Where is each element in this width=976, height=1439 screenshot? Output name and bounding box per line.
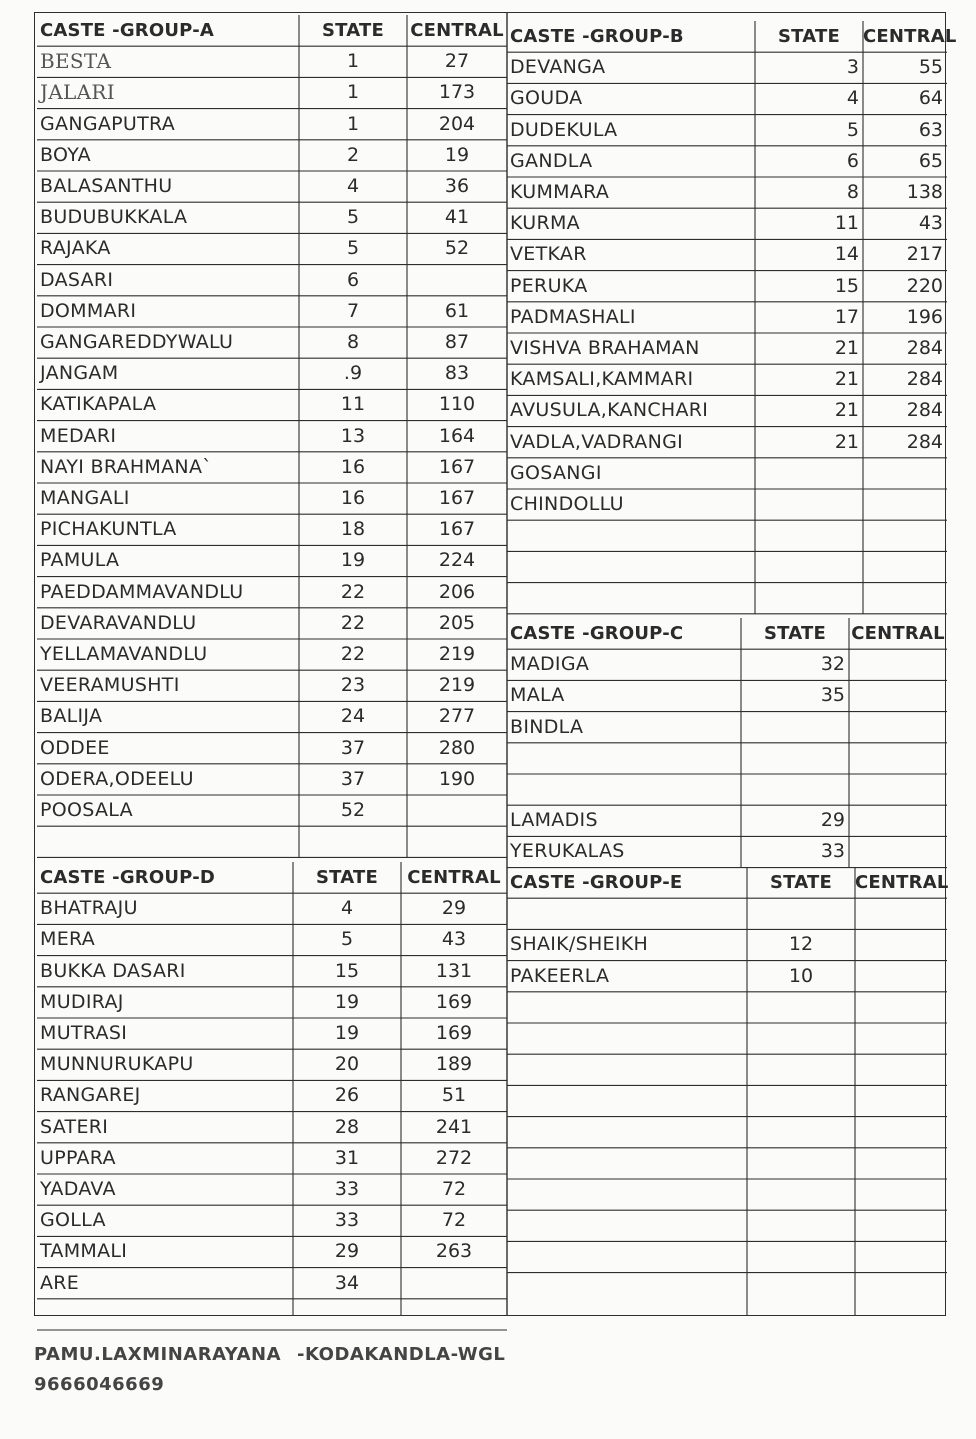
group-b-row-central — [863, 458, 947, 489]
group-d-row-name: RANGAREJ — [40, 1084, 141, 1107]
group-b-row-central: 64 — [918, 87, 943, 110]
group-a-row-central: 167 — [438, 455, 476, 478]
group-a-row-name: PAMULA — [40, 549, 120, 572]
group-b-row-central: 284 — [906, 430, 943, 453]
footer — [34, 1340, 505, 1400]
group-a-row-name: DASARI — [40, 268, 114, 291]
group-d-row-state: 29 — [334, 1240, 360, 1263]
group-a-row-name: ODDEE — [40, 736, 110, 759]
group-d-row-name: MUNNURUKAPU — [40, 1053, 194, 1076]
group-a-title: CASTE -GROUP-A — [40, 20, 215, 41]
group-d-row-central: 72 — [441, 1178, 467, 1200]
group-a-row-central: 164 — [438, 424, 476, 447]
group-d-state-header: STATE — [316, 867, 378, 888]
group-b-row-central: 138 — [906, 181, 943, 203]
group-a-row-state: 11 — [340, 393, 366, 416]
group-b-row-state: 17 — [834, 305, 859, 328]
group-a-row-central: 167 — [438, 487, 476, 509]
group-b-row-state — [755, 489, 863, 520]
group-c-row-state — [741, 743, 849, 774]
group-c-central-header: CENTRAL — [851, 623, 945, 644]
group-a-row-name: BUDUBUKKALA — [40, 206, 188, 229]
group-b-row-central: 196 — [906, 305, 943, 328]
group-c-row-central — [849, 649, 947, 680]
group-b-row-state: 5 — [846, 118, 859, 141]
group-b-row-state: 6 — [846, 149, 859, 172]
group-a-row-name: YELLAMAVANDLU — [40, 643, 208, 665]
group-c-row-name — [507, 743, 741, 774]
group-a-row-name: GANGAPUTRA — [40, 112, 176, 135]
group-a-row-state: 23 — [340, 674, 366, 697]
group-b-row-name: GOUDA — [510, 87, 583, 110]
group-a-row-central — [407, 795, 507, 826]
group-a-row-central: 224 — [438, 549, 476, 572]
group-a-row-state: 52 — [340, 799, 366, 821]
group-b-row-name: GANDLA — [510, 149, 593, 172]
group-c-row-state: 32 — [820, 653, 845, 676]
group-a-row-central: 83 — [444, 362, 470, 385]
group-e-row-central — [855, 929, 947, 960]
group-d-row-state: 15 — [334, 959, 360, 982]
group-a-row-name: BOYA — [40, 143, 91, 166]
group-a-row-name: KATIKAPALA — [40, 393, 157, 416]
group-d-row-central: 43 — [441, 928, 467, 951]
group-d-row-state: 5 — [340, 928, 354, 951]
group-c-row-name — [507, 774, 741, 805]
group-c-row-central — [849, 743, 947, 774]
group-a-row-central: 173 — [438, 81, 476, 104]
group-b-row-central: 284 — [906, 399, 943, 422]
group-a-row-name: RAJAKA — [40, 237, 111, 260]
group-a-row-state: 18 — [340, 518, 366, 541]
group-b-row-name: GOSANGI — [510, 461, 602, 484]
group-a-row-name: BALIJA — [40, 705, 103, 728]
group-d-row-state: 4 — [340, 897, 354, 920]
group-e-row-central — [855, 898, 947, 929]
group-a-row-central: 167 — [438, 518, 476, 541]
group-c-row-central — [849, 774, 947, 805]
group-e-row-name: PAKEERLA — [510, 964, 610, 987]
group-b-row-central: 65 — [918, 149, 943, 172]
group-d-row-central: 72 — [441, 1209, 467, 1232]
group-b-row-central: 217 — [906, 243, 943, 266]
group-c-title: CASTE -GROUP-C — [510, 623, 684, 644]
group-c-row-state — [741, 774, 849, 805]
group-d-row-name: MUDIRAJ — [40, 990, 124, 1013]
group-a-row-state: 13 — [340, 424, 366, 447]
group-c-state-header: STATE — [764, 623, 826, 644]
group-a-row-name: MANGALI — [40, 487, 130, 509]
group-d-row-central: 169 — [435, 990, 473, 1013]
group-c-row-central — [849, 805, 947, 836]
group-b-row-name: KAMSALI,KAMMARI — [510, 368, 694, 391]
group-b-row-name: AVUSULA,KANCHARI — [510, 399, 709, 422]
group-a-row-central: 52 — [444, 237, 470, 260]
group-a-row-central: 36 — [444, 175, 470, 197]
group-a-row-central: 27 — [444, 50, 470, 73]
group-b-row-central: 63 — [918, 118, 943, 141]
group-a-row-name: VEERAMUSHTI — [40, 674, 180, 697]
footer-author: PAMU.LAXMINARAYANA — [34, 1344, 282, 1365]
group-a-row-central: 219 — [438, 643, 476, 665]
group-a-row-state: 6 — [346, 268, 360, 291]
group-d-row-name: SATERI — [40, 1115, 109, 1138]
group-a-row-state: 16 — [340, 487, 366, 509]
group-b-row-state: 21 — [834, 399, 859, 422]
group-a-row-state: 37 — [340, 736, 366, 759]
group-a-row-state: 4 — [346, 175, 360, 197]
group-a-row-central: 219 — [438, 674, 476, 697]
group-b-row-state: 21 — [834, 430, 859, 453]
group-c-row-name: YERUKALAS — [510, 840, 625, 863]
group-c-row-name: MADIGA — [510, 653, 590, 676]
group-d-row-state: 33 — [334, 1178, 360, 1200]
group-b-row-name: VADLA,VADRANGI — [510, 430, 684, 453]
group-d-row-state: 19 — [334, 1022, 360, 1044]
group-a-row-name: POOSALA — [40, 799, 133, 821]
group-c-row-state: 33 — [820, 840, 845, 863]
group-d-row-central: 131 — [435, 959, 473, 982]
group-d-row-central: 272 — [435, 1146, 473, 1169]
group-d-row-central: 241 — [435, 1115, 473, 1138]
group-d-row-central: 29 — [441, 897, 467, 920]
group-a-row-name: PAEDDAMMAVANDLU — [40, 580, 244, 603]
group-d-row-name: UPPARA — [40, 1146, 116, 1169]
group-e-title: CASTE -GROUP-E — [510, 872, 683, 893]
group-b-row-state: 3 — [846, 56, 859, 79]
group-a-row-state: 22 — [340, 643, 366, 665]
group-d-row-name: GOLLA — [40, 1209, 106, 1232]
group-a-row-name: MEDARI — [40, 424, 117, 447]
group-b-row-name: DUDEKULA — [510, 118, 618, 141]
group-d-row-central: 169 — [435, 1022, 473, 1044]
group-e-row-name: SHAIK/SHEIKH — [510, 933, 649, 956]
group-a-row-central: 206 — [438, 580, 476, 603]
group-e-row-state: 12 — [788, 933, 814, 956]
group-a-row-state: 1 — [346, 81, 360, 104]
group-d-row-state: 20 — [334, 1053, 360, 1076]
group-e-row-name — [507, 898, 747, 929]
group-d-row-state: 34 — [334, 1271, 360, 1294]
group-a-row-state: 2 — [346, 143, 360, 166]
group-a-row-state: 1 — [346, 50, 360, 73]
group-b-row-state: 21 — [834, 337, 859, 359]
group-a-row-state: 19 — [340, 549, 366, 572]
group-b-row-name: PADMASHALI — [510, 305, 636, 328]
group-a-row-state: 22 — [340, 580, 366, 603]
footer-phone: 9666046669 — [34, 1374, 165, 1395]
group-a-row-state: 1 — [346, 112, 360, 135]
group-a-row-name: BESTA — [40, 49, 112, 74]
group-a-central-header: CENTRAL — [410, 20, 504, 41]
group-b-row-name: DEVANGA — [510, 56, 606, 79]
group-d-row-name: YADAVA — [40, 1178, 116, 1200]
group-e-central-header: CENTRAL — [855, 872, 949, 893]
group-c-row-central — [849, 836, 947, 867]
group-b-row-central: 43 — [918, 212, 943, 235]
group-a-row-state: 22 — [340, 611, 366, 634]
group-a-row-name: DOMMARI — [40, 299, 137, 322]
group-d-row-state: 28 — [334, 1115, 360, 1138]
group-a-row-state: .9 — [343, 362, 363, 385]
group-a-row-name: PICHAKUNTLA — [40, 518, 177, 541]
group-d-row-state: 33 — [334, 1209, 360, 1232]
group-b-row-name: VISHVA BRAHAMAN — [510, 337, 700, 359]
group-b-central-header: CENTRAL — [863, 26, 957, 47]
group-b-row-name: PERUKA — [510, 274, 588, 297]
group-b-row-central: 284 — [906, 337, 943, 359]
group-d-row-central — [401, 1268, 507, 1299]
group-c-row-name: MALA — [510, 684, 565, 707]
group-c-row-central — [849, 712, 947, 743]
group-b-row-state: 15 — [834, 274, 859, 297]
group-d-row-name: ARE — [40, 1271, 80, 1294]
footer-author-line — [34, 1340, 505, 1370]
group-b-row-state: 8 — [846, 181, 859, 203]
group-a-row-name: GANGAREDDYWALU — [40, 331, 234, 353]
group-b-row-state: 21 — [834, 368, 859, 391]
group-a-row-central: 190 — [438, 767, 476, 790]
group-b-row-state: 11 — [834, 212, 859, 235]
group-a-row-name: NAYI BRAHMANA` — [40, 455, 213, 478]
group-a-row-state: 16 — [340, 455, 366, 478]
caste-table-sheet — [34, 12, 957, 1316]
group-a-row-state: 24 — [340, 705, 366, 728]
group-c-row-name: LAMADIS — [510, 809, 598, 832]
group-a-row-state: 5 — [346, 237, 360, 260]
group-a-row-central: 61 — [444, 299, 470, 322]
group-a-row-state: 37 — [340, 767, 366, 790]
group-d-row-name: BHATRAJU — [40, 897, 138, 920]
group-a-row-central: 204 — [438, 112, 476, 135]
group-b-row-name: KUMMARA — [510, 181, 610, 203]
group-a-row-name: DEVARAVANDLU — [40, 611, 197, 634]
group-d-row-state: 31 — [334, 1146, 360, 1169]
group-c-row-central — [849, 680, 947, 711]
group-c-row-state: 29 — [820, 809, 845, 832]
group-d-row-name: MUTRASI — [40, 1022, 128, 1044]
group-c-row-state — [741, 712, 849, 743]
group-a-row-name: BALASANTHU — [40, 175, 173, 197]
group-b-row-name: KURMA — [510, 212, 580, 235]
group-a-row-central — [407, 265, 507, 296]
group-e-row-central — [855, 961, 947, 992]
group-b-row-name: VETKAR — [510, 243, 587, 266]
group-b-row-state — [755, 458, 863, 489]
group-c-row-state: 35 — [820, 684, 845, 707]
group-e-row-state: 10 — [788, 964, 814, 987]
group-d-row-name: BUKKA DASARI — [40, 959, 186, 982]
group-b-title: CASTE -GROUP-B — [510, 26, 684, 47]
group-a-row-state: 5 — [346, 206, 360, 229]
group-e-row-state — [747, 898, 855, 929]
group-b-state-header: STATE — [778, 26, 840, 47]
group-a-row-central: 87 — [444, 331, 470, 353]
group-b-row-central: 220 — [906, 274, 943, 297]
group-b-row-state: 14 — [834, 243, 859, 266]
group-a-row-name: JANGAM — [40, 362, 119, 385]
footer-place: -KODAKANDLA-WGL — [297, 1344, 506, 1365]
group-b-row-name: CHINDOLLU — [510, 493, 624, 515]
group-a-row-central: 277 — [438, 705, 476, 728]
group-d-central-header: CENTRAL — [407, 867, 501, 888]
group-d-row-name: TAMMALI — [40, 1240, 128, 1263]
group-d-row-state: 19 — [334, 990, 360, 1013]
group-a-row-central: 19 — [444, 143, 470, 166]
group-b-row-central — [863, 489, 947, 520]
group-a-row-central: 110 — [438, 393, 476, 416]
group-a-row-state: 7 — [346, 299, 360, 322]
group-a-row-central: 41 — [444, 206, 470, 229]
group-d-row-central: 189 — [435, 1053, 473, 1076]
group-d-row-name: MERA — [40, 928, 96, 951]
group-d-row-central: 263 — [435, 1240, 473, 1263]
group-a-row-state: 8 — [346, 331, 360, 353]
group-b-row-state: 4 — [846, 87, 859, 110]
group-d-row-state: 26 — [334, 1084, 360, 1107]
group-a-row-central: 205 — [438, 611, 476, 634]
group-a-row-name: JALARI — [40, 80, 115, 105]
group-b-row-central: 55 — [918, 56, 943, 79]
group-b-row-central: 284 — [906, 368, 943, 391]
group-c-row-name: BINDLA — [510, 715, 584, 738]
group-a-row-central: 280 — [438, 736, 476, 759]
group-a-state-header: STATE — [322, 20, 384, 41]
group-d-row-central: 51 — [441, 1084, 467, 1107]
group-e-state-header: STATE — [770, 872, 832, 893]
group-d-title: CASTE -GROUP-D — [40, 867, 216, 888]
group-a-row-name: ODERA,ODEELU — [40, 767, 194, 790]
